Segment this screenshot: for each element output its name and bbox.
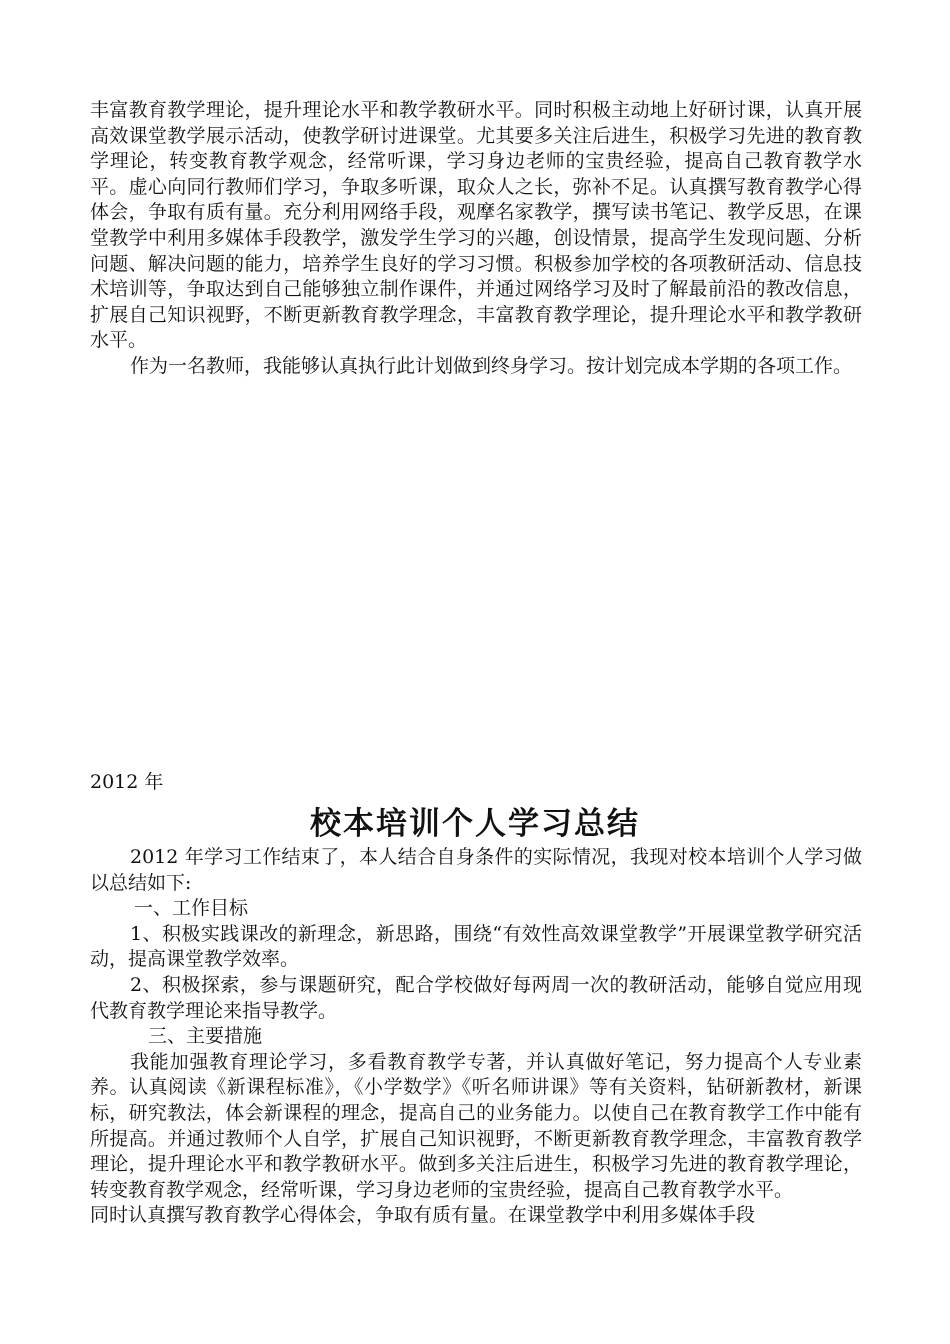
summary-body — [90, 845, 862, 1229]
goal-item-2: 2、积极探索，参与课题研究，配合学校做好每两周一次的教研活动，能够自觉应用现代教育教学理论来指导教学。 — [90, 973, 862, 1022]
section-heading-goals: 一、工作目标 — [134, 897, 249, 920]
measures-paragraph: 我能加强教育理论学习，多看教育教学专著，并认真做好笔记，努力提高个人专业素养。认真阅读《新课程标准》，《小学数学》《听名师讲课》等有关资料，钻研新教材，新课标，研究教法，体会新课程的理念，提高自己的业务能力。以使自己在教育教学工作中能有所提高。并通过教师个人自学，扩展自己知识视野，不断更新教育教学理念，丰富教育教学理论，提升理论水平和教学教研水平。做到多关注后进生，积极学习先进的教育教学理论，转变教育教学观念，经常听课，学习身边老师的宝贵经验，提高自己教育教学水平。 — [90, 1050, 862, 1201]
intro-paragraph: 2012 年学习工作结束了，本人结合自身条件的实际情况，我现对校本培训个人学习做以总结如下: — [90, 846, 862, 894]
year-label: 2012 年 — [90, 771, 164, 793]
final-paragraph: 同时认真撰写教育教学心得体会，争取有质有量。在课堂教学中利用多媒体手段 — [90, 1204, 756, 1227]
section-heading-measures: 三、主要措施 — [148, 1025, 263, 1048]
top-section — [90, 98, 862, 380]
goal-item-1: 1、积极实践课改的新理念，新思路，围绕“有效性高效课堂教学”开展课堂教学研究活动，提高课堂教学效率。 — [90, 922, 862, 971]
document-title: 校本培训个人学习总结 — [310, 806, 640, 842]
continued-paragraph: 丰富教育教学理论，提升理论水平和教学教研水平。同时积极主动地上好研讨课，认真开展高效课堂教学展示活动，使教学研讨进课堂。尤其要多关注后进生，积极学习先进的教育教学理论，转变教育教学观念，经常听课，学习身边老师的宝贵经验，提高自己教育教学水平。虚心向同行教师们学习，争取多听课，取众人之长，弥补不足。认真撰写教育教学心得体会，争取有质有量。充分利用网络手段，观摩名家教学，撰写读书笔记、教学反思，在课堂教学中利用多媒体手段教学，激发学生学习的兴趣，创设情景，提高学生发现问题、分析问题、解决问题的能力，培养学生良好的学习习惯。积极参加学校的各项教研活动、信息技术培训等，争取达到自己能够独立制作课件，并通过网络学习及时了解最前沿的教改信息，扩展自己知识视野，不断更新教育教学理念，丰富教育教学理论，提升理论水平和教学教研水平。 — [90, 99, 862, 352]
closing-paragraph: 作为一名教师，我能够认真执行此计划做到终身学习。按计划完成本学期的各项工作。 — [130, 354, 853, 377]
